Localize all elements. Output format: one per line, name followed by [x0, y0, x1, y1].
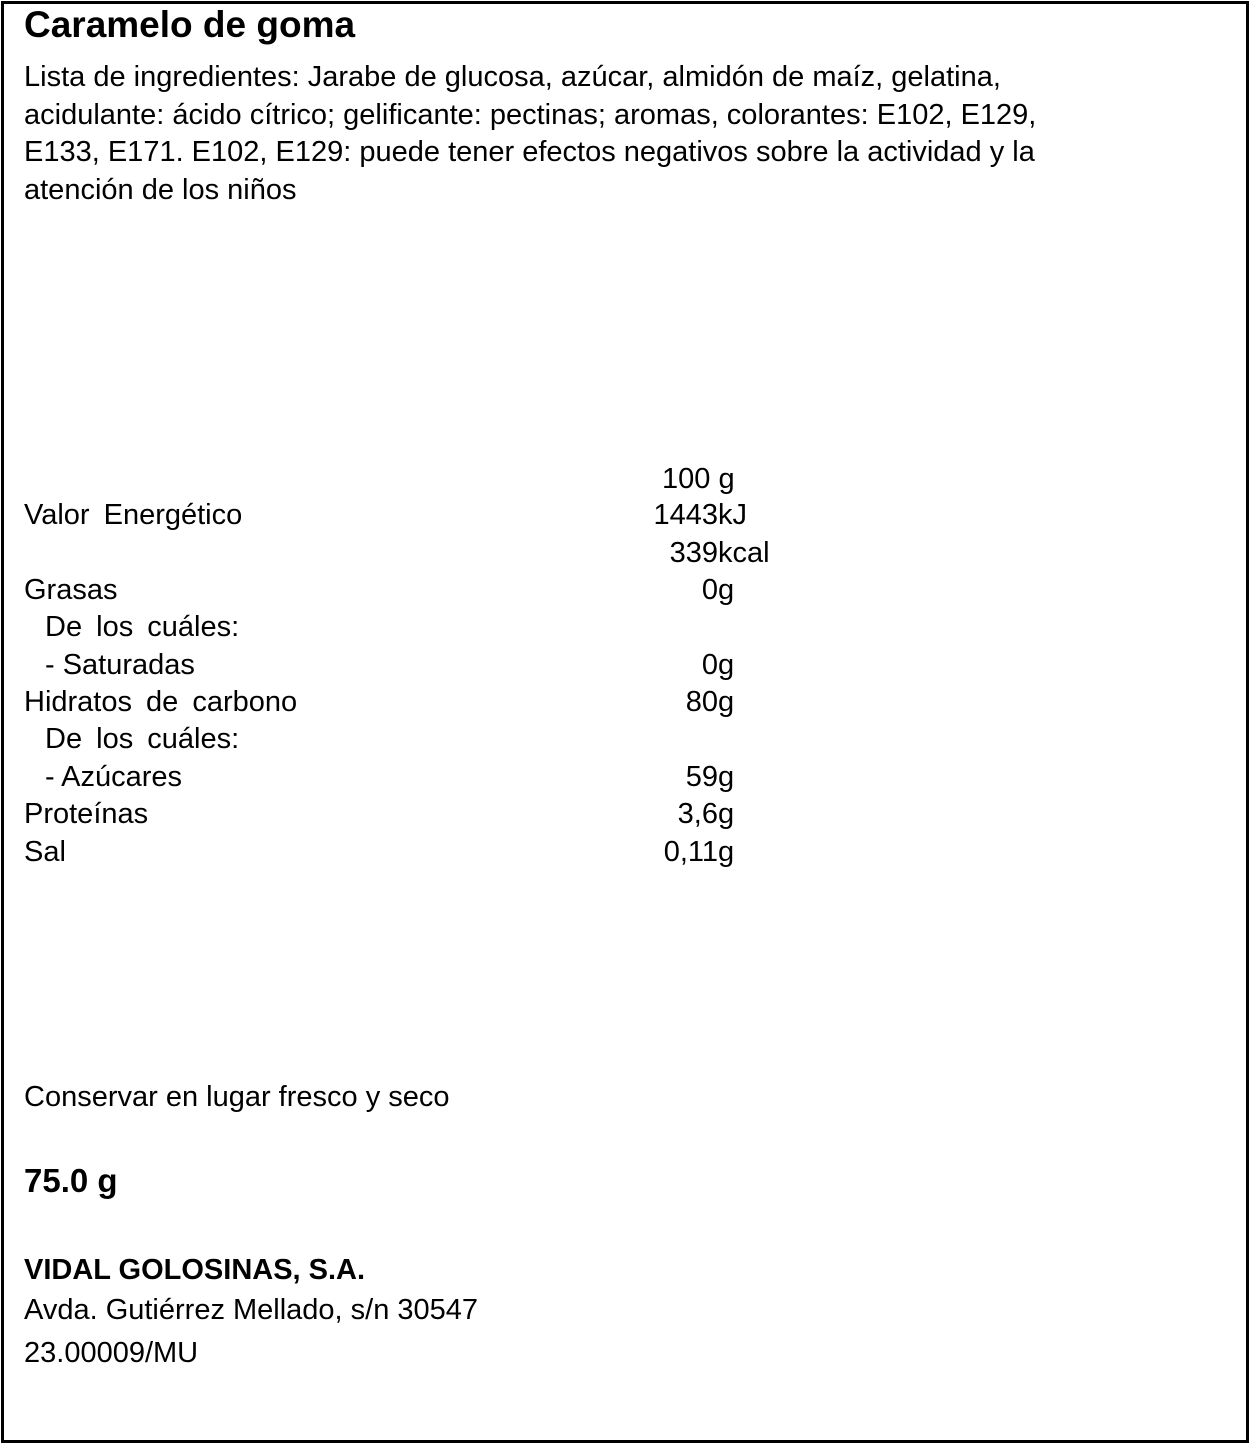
nutrition-label-sugars: - Azúcares	[45, 761, 182, 793]
nutrition-label-energy: Valor Energético	[24, 499, 243, 531]
nutrition-label-of-which: De los cuáles:	[45, 723, 240, 755]
ingredients-line: atención de los niños	[24, 173, 297, 206]
nutrition-unit: g	[718, 836, 735, 868]
nutrition-label-salt: Sal	[24, 836, 66, 868]
nutrition-label-protein: Proteínas	[24, 798, 149, 830]
nutrition-unit: g	[718, 686, 735, 718]
nutrition-unit: g	[718, 574, 735, 606]
nutrition-label-saturated: - Saturadas	[45, 649, 195, 681]
nutrition-value-salt: 0,11	[663, 836, 718, 868]
nutrition-value-saturated: 0	[701, 649, 718, 681]
product-title: Caramelo de goma	[24, 4, 356, 45]
ingredients-line: E133, E171. E102, E129: puede tener efectos negativos sobre la actividad y la	[24, 136, 1035, 168]
nutrition-unit: g	[718, 761, 735, 793]
nutrition-label-of-which: De los cuáles:	[45, 611, 240, 643]
ingredients-line: Lista de ingredientes: Jarabe de glucosa, azúcar, almidón de maíz, gelatina,	[24, 61, 1001, 93]
ingredients-list	[24, 59, 1194, 209]
storage-instructions: Conservar en lugar fresco y seco	[24, 1081, 450, 1113]
ingredients-line: acidulante: ácido cítrico; gelificante: pectinas; aromas, colorantes: E102, E129,	[24, 98, 1037, 131]
nutrition-label-fat: Grasas	[24, 574, 118, 606]
nutrition-value-protein: 3,6	[677, 798, 718, 830]
nutrition-unit: kcal	[718, 537, 770, 569]
registry-number: 23.00009/MU	[24, 1337, 199, 1369]
nutrition-value-fat: 0	[701, 574, 718, 606]
nutrition-value-energy-kj: 1443	[653, 499, 718, 531]
nutrition-unit: g	[718, 649, 735, 681]
nutrition-value-carbohydrates: 80	[685, 686, 718, 718]
net-weight: 75.0 g	[24, 1162, 118, 1199]
nutrition-unit: g	[718, 798, 735, 830]
nutrition-label-carbohydrates: Hidratos de carbono	[24, 686, 298, 718]
nutrition-value-sugars: 59	[685, 761, 718, 793]
company-address: Avda. Gutiérrez Mellado, s/n 30547	[24, 1294, 479, 1326]
nutrition-unit: kJ	[718, 499, 747, 531]
nutrition-header: 100 g	[662, 463, 735, 495]
company-name: VIDAL GOLOSINAS, S.A.	[24, 1254, 366, 1286]
nutrition-value-energy-kcal: 339	[669, 537, 718, 569]
